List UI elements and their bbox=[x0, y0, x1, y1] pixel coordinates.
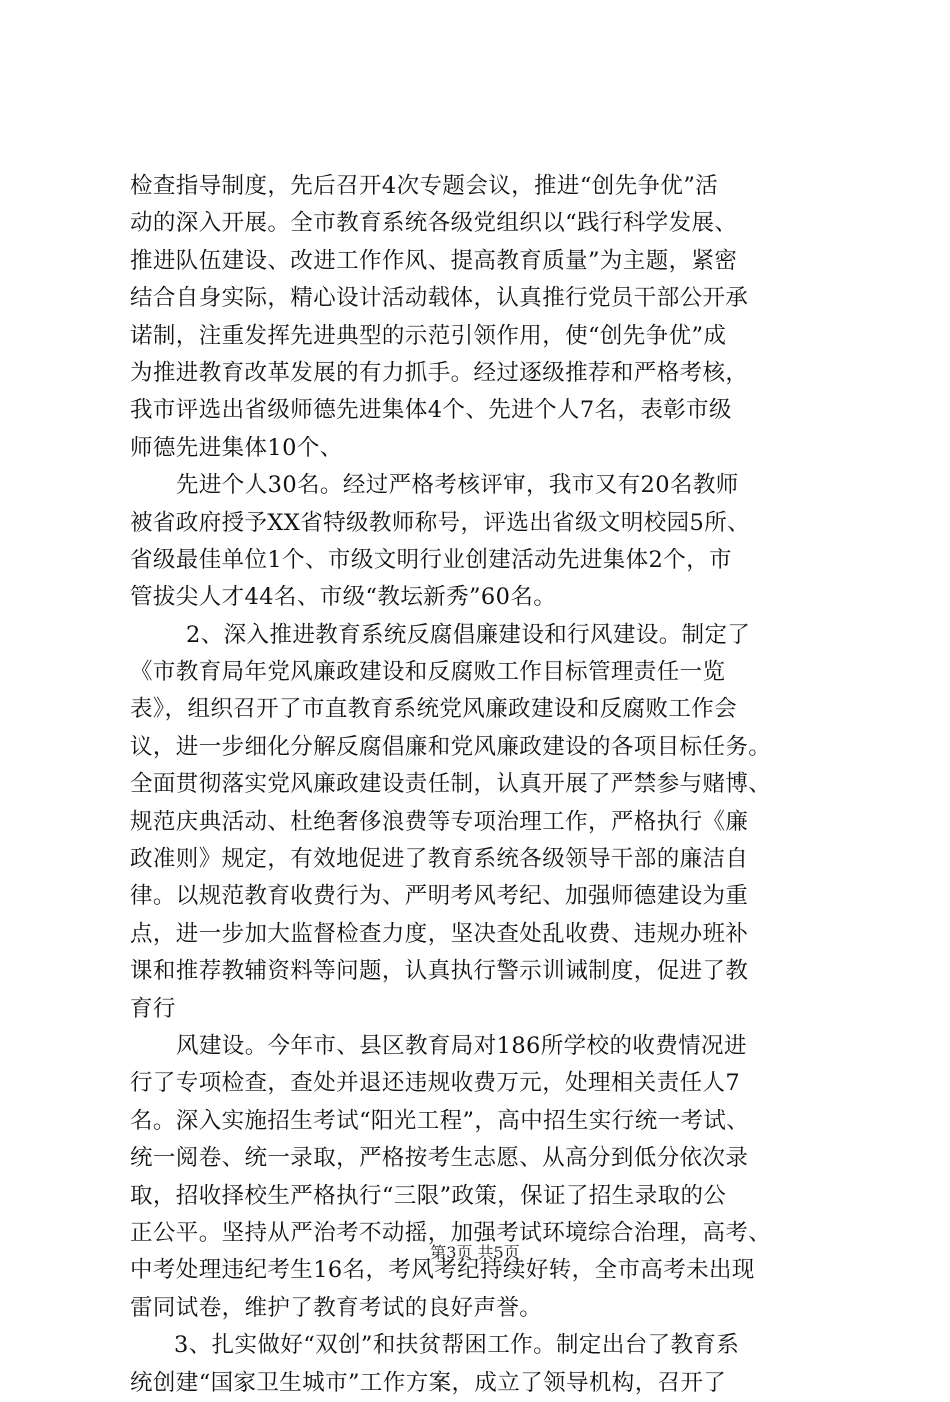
text-line: 全面贯彻落实党风廉政建设责任制，认真开展了严禁参与赌博、 bbox=[130, 771, 772, 798]
text-line: 政准则》规定，有效地促进了教育系统各级领导干部的廉洁自 bbox=[130, 846, 749, 873]
text-line: 律。以规范教育收费行为、严明考风考纪、加强师德建设为重 bbox=[130, 883, 749, 910]
text-line: 课和推荐教辅资料等问题，认真执行警示训诫制度，促进了教 bbox=[130, 958, 749, 985]
text-line: 《市教育局年党风廉政建设和反腐败工作目标管理责任一览 bbox=[130, 659, 726, 686]
text-line: 被省政府授予XX省特级教师称号，评选出省级文明校园5所、 bbox=[130, 509, 751, 536]
text-line: 取，招收择校生严格执行“三限”政策，保证了招生录取的公 bbox=[130, 1182, 727, 1209]
body-text bbox=[130, 168, 840, 1402]
text-line: 点，进一步加大监督检查力度，坚决查处乱收费、违规办班补 bbox=[130, 920, 749, 947]
text-line: 动的深入开展。全市教育系统各级党组织以“践行科学发展、 bbox=[130, 210, 738, 237]
text-line: 统一阅卷、统一录取，严格按考生志愿、从高分到低分依次录 bbox=[130, 1145, 749, 1172]
text-line: 雷同试卷，维护了教育考试的良好声誉。 bbox=[130, 1294, 543, 1321]
page-number: 第3页 共5页 bbox=[430, 1243, 520, 1262]
text-line: 诺制，注重发挥先进典型的示范引领作用，使“创先争优”成 bbox=[130, 322, 727, 349]
text-line: 结合自身实际，精心设计活动载体，认真推行党员干部公开承 bbox=[130, 285, 749, 312]
text-line: 育行 bbox=[130, 995, 176, 1022]
text-line: 先进个人30名。经过严格考核评审，我市又有20名教师 bbox=[176, 472, 739, 499]
text-line: 推进队伍建设、改进工作作风、提高教育质量”为主题，紧密 bbox=[130, 247, 738, 274]
text-line: 规范庆典活动、杜绝奢侈浪费等专项治理工作，严格执行《廉 bbox=[130, 808, 749, 835]
text-line: 省级最佳单位1个、市级文明行业创建活动先进集体2个，市 bbox=[130, 546, 732, 573]
text-line: 统创建“国家卫生城市”工作方案，成立了领导机构，召开了 bbox=[130, 1369, 727, 1396]
text-line: 中考处理违纪考生16名，考风考纪持续好转，全市高考未出现 bbox=[130, 1257, 755, 1284]
text-line: 我市评选出省级师德先进集体4个、先进个人7名，表彰市级 bbox=[130, 397, 732, 424]
text-line: 议，进一步细化分解反腐倡廉和党风廉政建设的各项目标任务。 bbox=[130, 733, 772, 760]
text-line: 行了专项检查，查处并退还违规收费万元，处理相关责任人7 bbox=[130, 1070, 741, 1097]
text-line: 名。深入实施招生考试“阳光工程”，高中招生实行统一考试、 bbox=[130, 1107, 750, 1134]
text-line: 表》，组织召开了市直教育系统党风廉政建设和反腐败工作会 bbox=[130, 696, 738, 723]
text-line: 2、深入推进教育系统反腐倡廉建设和行风建设。制定了 bbox=[186, 621, 751, 648]
text-line: 正公平。坚持从严治考不动摇，加强考试环境综合治理，高考、 bbox=[130, 1219, 772, 1246]
text-line: 3、扎实做好“双创”和扶贫帮困工作。制定出台了教育系 bbox=[174, 1332, 740, 1359]
text-line: 师德先进集体10个、 bbox=[130, 434, 343, 461]
text-line: 为推进教育改革发展的有力抓手。经过逐级推荐和严格考核， bbox=[130, 359, 749, 386]
text-line: 风建设。今年市、县区教育局对186所学校的收费情况进 bbox=[176, 1032, 747, 1059]
text-line: 管拔尖人才44名、市级“教坛新秀”60名。 bbox=[130, 584, 557, 611]
text-line: 检查指导制度，先后召开4次专题会议，推进“创先争优”活 bbox=[130, 173, 719, 199]
